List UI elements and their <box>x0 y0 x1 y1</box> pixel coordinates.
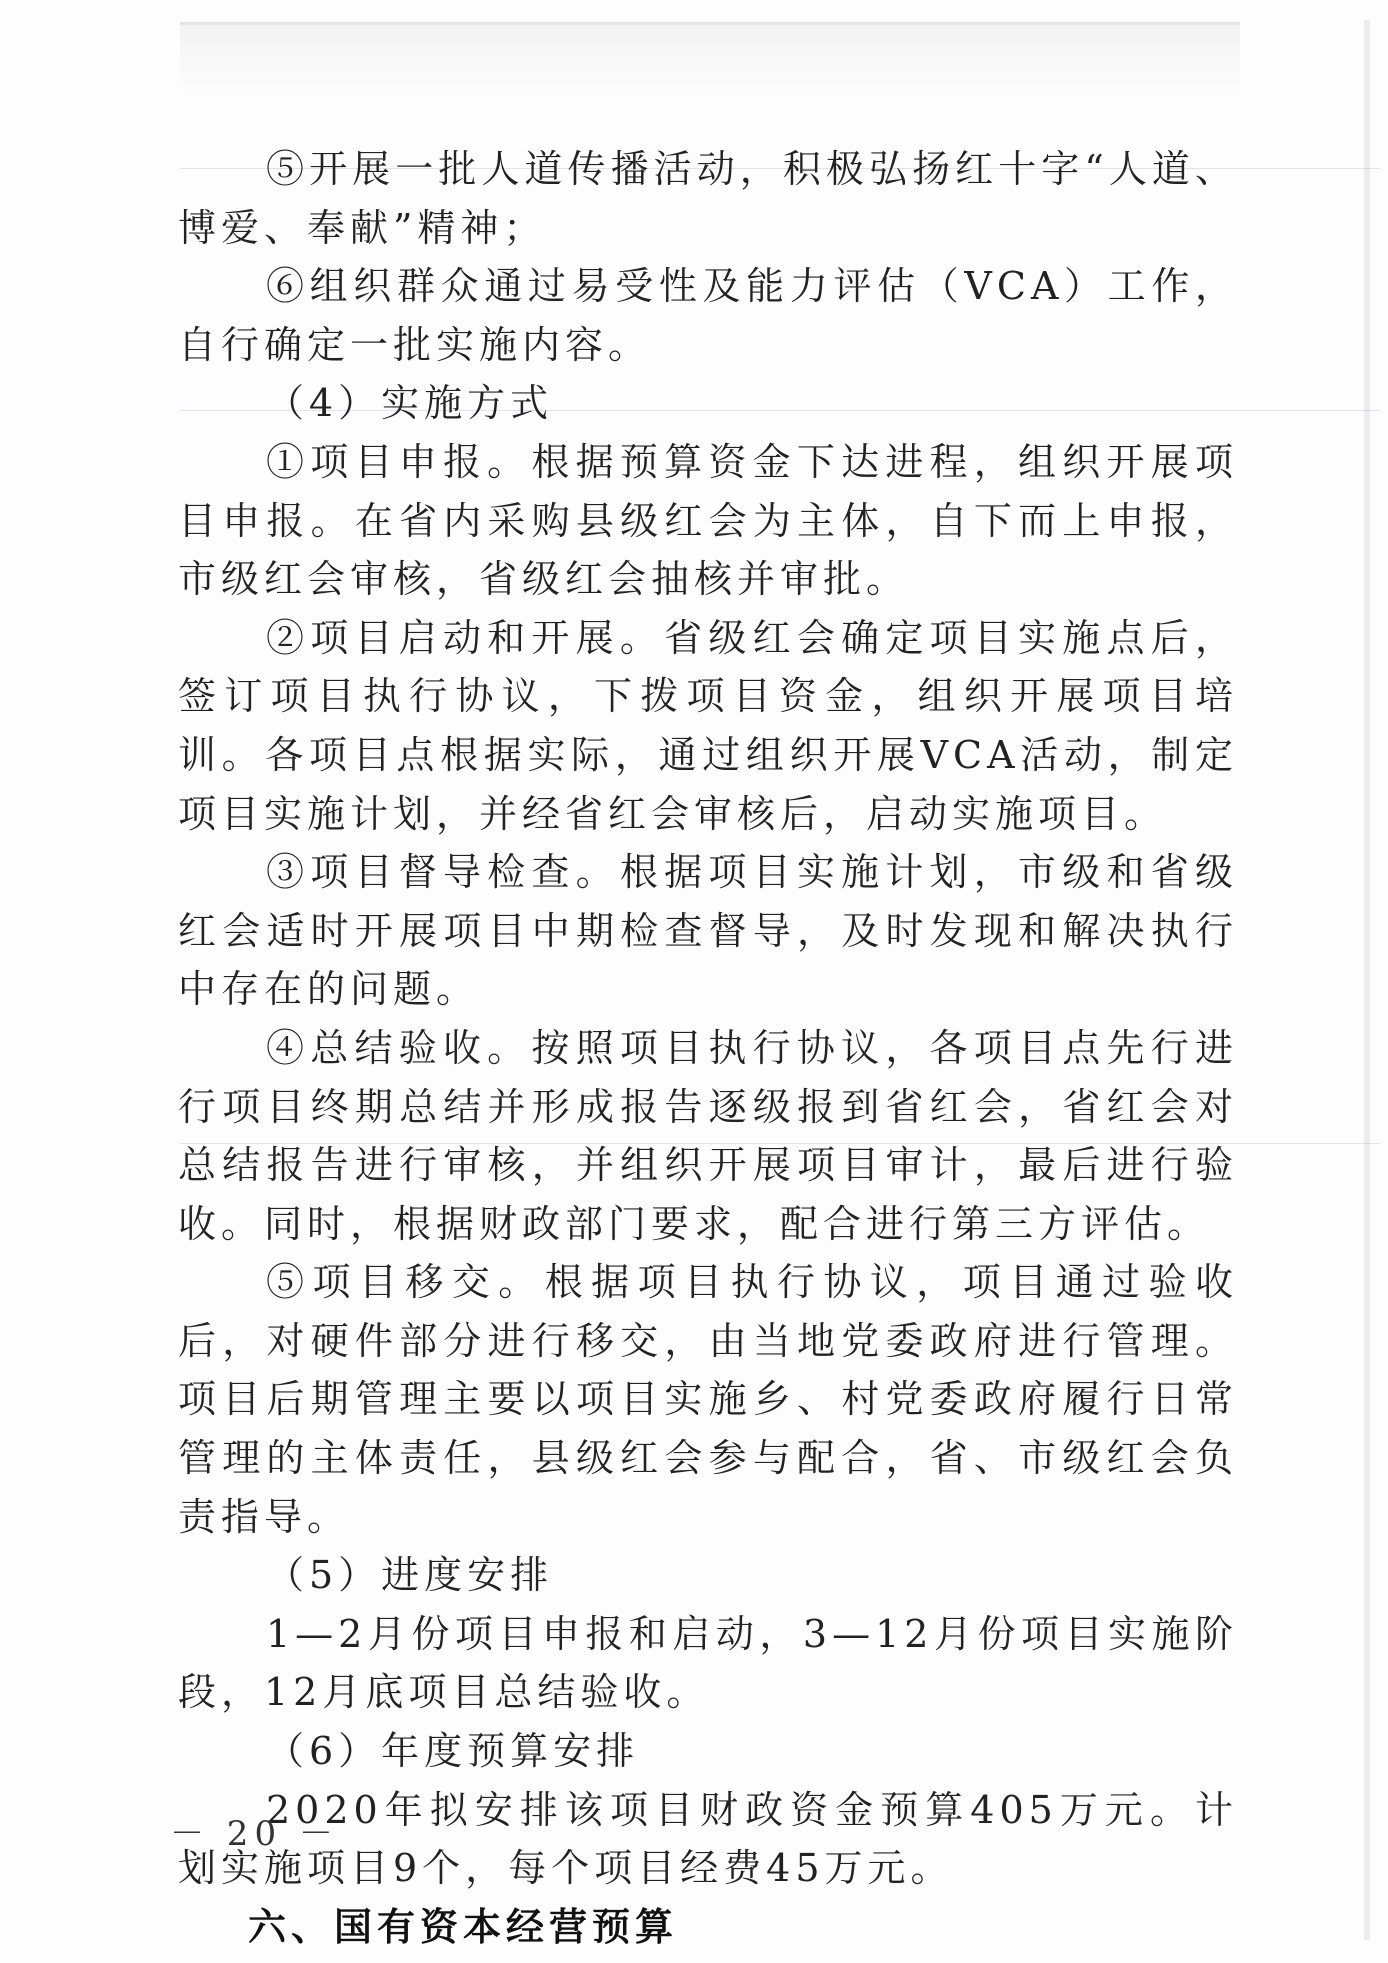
paragraph-project-launch: ②项目启动和开展。省级红会确定项目实施点后，签订项目执行协议，下拨项目资金，组织开展项目培训。各项目点根据实际，通过组织开展VCA活动，制定项目实施计划，并经省红会审核后，启动实施项目。 <box>178 615 1238 836</box>
paragraph-budget: 2020年拟安排该项目财政资金预算405万元。计划实施项目9个，每个项目经费45万元。 <box>178 1787 1238 1891</box>
subheading-implementation: （4）实施方式 <box>266 381 554 426</box>
paragraph-acceptance: ④总结验收。按照项目执行协议，各项目点先行进行项目终期总结并形成报告逐级报到省红会，省红会对总结报告进行审核，并组织开展项目审计，最后进行验收。同时，根据财政部门要求，配合进行第三方评估。 <box>178 1025 1238 1246</box>
scan-shadow-top <box>180 22 1240 95</box>
paragraph-handover: ⑤项目移交。根据项目执行协议，项目通过验收后，对硬件部分进行移交，由当地党委政府进行管理。项目后期管理主要以项目实施乡、村党委政府履行日常管理的主体责任，县级红会参与配合，省、市级红会负责指导。 <box>178 1260 1238 1539</box>
subheading-schedule: （5）进度安排 <box>266 1553 554 1598</box>
section-heading-state-capital: 六、国有资本经营预算 <box>248 1904 679 1949</box>
paragraph-5-publicity: ⑤开展一批人道传播活动，积极弘扬红十字“人道、博爱、奉献”精神； <box>178 147 1238 250</box>
paragraph-supervision: ③项目督导检查。根据项目实施计划，市级和省级红会适时开展项目中期检查督导，及时发现和解决执行中存在的问题。 <box>178 850 1238 1012</box>
subheading-budget: （6）年度预算安排 <box>266 1729 640 1774</box>
scan-shadow-right <box>1364 20 1370 1940</box>
paragraph-schedule: 1—2月份项目申报和启动，3—12月份项目实施阶段，12月底项目总结验收。 <box>178 1611 1238 1715</box>
document-body <box>178 140 1238 1956</box>
page-number: － 20 － <box>170 1814 339 1854</box>
paragraph-6-vca: ⑥组织群众通过易受性及能力评估（VCA）工作，自行确定一批实施内容。 <box>178 264 1238 367</box>
paragraph-project-application: ①项目申报。根据预算资金下达进程，组织开展项目申报。在省内采购县级红会为主体，自下而上申报，市级红会审核，省级红会抽核并审批。 <box>178 439 1238 602</box>
